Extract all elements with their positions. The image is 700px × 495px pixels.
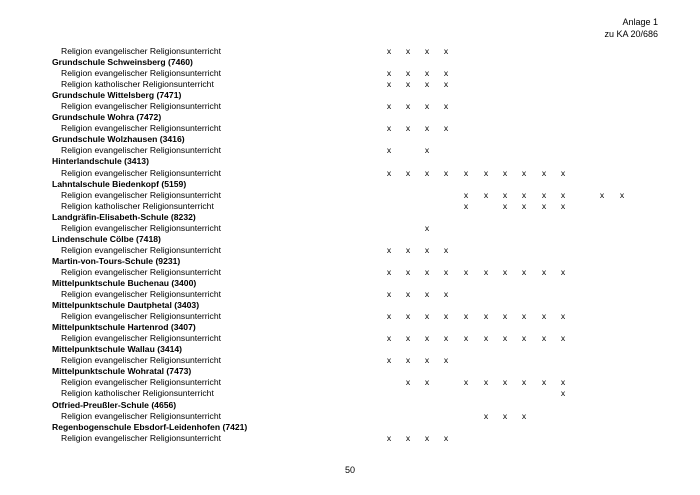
- subject-label: Religion evangelischer Religionsunterricht: [61, 377, 222, 388]
- subject-row: [52, 266, 566, 278]
- subject-label: Religion evangelischer Religionsunterricht: [61, 101, 222, 112]
- school-heading: [52, 400, 247, 411]
- offer-mark: x: [502, 189, 508, 200]
- offer-mark: x: [483, 167, 489, 178]
- offer-mark: x: [424, 123, 430, 134]
- offer-mark: x: [405, 377, 411, 388]
- offer-mark: x: [463, 333, 469, 344]
- offer-mark: x: [521, 200, 527, 211]
- school-name: Lahntalschule Biedenkopf (5159): [52, 178, 187, 189]
- school-name: Martin-von-Tours-Schule (9231): [52, 255, 181, 266]
- offer-mark: x: [405, 46, 411, 56]
- subject-label: Religion evangelischer Religionsunterricht: [61, 222, 222, 233]
- offer-mark: x: [502, 333, 508, 344]
- school-name: Mittelpunktschule Dautphetal (3403): [52, 300, 200, 311]
- offer-mark: x: [405, 101, 411, 112]
- school-heading: [52, 234, 247, 245]
- subject-row: [52, 68, 449, 79]
- offer-mark: x: [424, 68, 430, 79]
- offer-mark: x: [386, 432, 392, 443]
- offer-mark: x: [521, 189, 527, 200]
- school-heading: [52, 112, 247, 123]
- school-name: Regenbogenschule Ebsdorf-Leidenhofen (7421): [52, 421, 248, 432]
- school-name: Mittelpunktschule Hartenrod (3407): [52, 322, 196, 333]
- school-name: Grundschule Wittelsberg (7471): [52, 90, 182, 101]
- subject-row: [52, 101, 449, 112]
- offer-mark: x: [599, 189, 605, 200]
- offer-mark: x: [560, 200, 566, 211]
- offer-mark: x: [443, 355, 449, 366]
- offer-mark: x: [424, 289, 430, 300]
- subject-label: Religion evangelischer Religionsunterricht: [61, 333, 222, 344]
- offer-mark: x: [386, 145, 392, 156]
- offer-mark: x: [443, 68, 449, 79]
- offer-mark: x: [386, 289, 392, 300]
- offer-mark: x: [521, 377, 527, 388]
- offer-mark: x: [386, 266, 392, 277]
- offer-mark: x: [560, 189, 566, 200]
- offer-mark: x: [405, 333, 411, 344]
- offer-mark: x: [386, 79, 392, 90]
- offer-mark: x: [386, 123, 392, 134]
- offer-mark: x: [521, 333, 527, 344]
- offer-mark: x: [502, 410, 508, 421]
- offer-mark: x: [463, 200, 469, 211]
- offer-mark: x: [424, 333, 430, 344]
- subject-label: Religion evangelischer Religionsunterricht: [61, 355, 222, 366]
- subject-label: Religion evangelischer Religionsunterricht: [61, 410, 222, 421]
- offer-mark: x: [386, 68, 392, 79]
- offer-mark: x: [424, 101, 430, 112]
- offer-mark: x: [386, 46, 392, 56]
- school-heading: [52, 90, 247, 101]
- offer-mark: x: [541, 189, 547, 200]
- school-name: Mittelpunktschule Wallau (3414): [52, 344, 183, 355]
- school-name: Mittelpunktschule Buchenau (3400): [52, 277, 197, 288]
- offer-mark: x: [424, 266, 430, 277]
- page-number: 50: [344, 465, 355, 475]
- offer-mark: x: [386, 311, 392, 322]
- offer-mark: x: [443, 311, 449, 322]
- offer-mark: x: [405, 289, 411, 300]
- offer-mark: x: [463, 311, 469, 322]
- subject-row: [52, 46, 449, 57]
- offer-mark: x: [386, 355, 392, 366]
- offer-mark: x: [405, 266, 411, 277]
- school-heading: [52, 256, 247, 267]
- offer-mark: x: [541, 266, 547, 277]
- subject-label: Religion evangelischer Religionsunterricht: [61, 123, 222, 134]
- subject-row: [52, 311, 566, 322]
- offer-mark: x: [405, 311, 411, 322]
- subject-label: Religion evangelischer Religionsunterricht: [61, 68, 222, 79]
- offer-mark: x: [443, 432, 449, 443]
- offer-mark: x: [405, 432, 411, 443]
- subject-label: Religion evangelischer Religionsunterricht: [61, 189, 222, 200]
- subject-label: Religion katholischer Religionsunterricht: [61, 388, 214, 399]
- offer-mark: x: [443, 244, 449, 255]
- subject-label: Religion katholischer Religionsunterricht: [61, 79, 214, 90]
- offer-mark: x: [541, 167, 547, 178]
- subject-label: Religion evangelischer Religionsunterricht: [61, 289, 222, 300]
- school-name: Grundschule Schweinsberg (7460): [52, 57, 193, 68]
- subject-row: [52, 189, 625, 201]
- subject-label: Religion evangelischer Religionsunterricht: [61, 145, 222, 156]
- offer-mark: x: [560, 311, 566, 322]
- offer-mark: x: [424, 79, 430, 90]
- offer-mark: x: [443, 333, 449, 344]
- offer-mark: x: [541, 377, 547, 388]
- offer-mark: x: [560, 333, 566, 344]
- offer-mark: x: [424, 46, 430, 56]
- offer-mark: x: [483, 410, 489, 421]
- subject-row: [52, 145, 430, 156]
- offer-mark: x: [405, 244, 411, 255]
- school-name: Grundschule Wolzhausen (3416): [52, 134, 185, 145]
- offer-mark: x: [443, 46, 449, 56]
- offer-mark: x: [502, 167, 508, 178]
- subject-label: Religion katholischer Religionsunterricht: [61, 200, 214, 211]
- reference-label: zu KA 20/686: [604, 28, 658, 39]
- subject-row: [52, 410, 527, 422]
- offer-mark: x: [443, 266, 449, 277]
- subject-label: Religion evangelischer Religionsunterricht: [61, 46, 222, 56]
- offer-mark: x: [521, 266, 527, 277]
- school-name: Lindenschule Cölbe (7418): [52, 233, 161, 244]
- subject-row: [52, 167, 566, 179]
- offer-mark: x: [521, 410, 527, 421]
- annex-label: Anlage 1: [622, 17, 658, 27]
- offer-mark: x: [483, 377, 489, 388]
- offer-mark: x: [424, 222, 430, 233]
- subject-row: [52, 79, 449, 90]
- offer-mark: x: [502, 200, 508, 211]
- offer-mark: x: [483, 266, 489, 277]
- offer-mark: x: [405, 79, 411, 90]
- school-heading: [52, 278, 247, 289]
- offer-mark: x: [560, 377, 566, 388]
- school-heading: [52, 212, 247, 223]
- subject-label: Religion evangelischer Religionsunterricht: [61, 167, 222, 178]
- subject-label: Religion evangelischer Religionsunterricht: [61, 311, 222, 322]
- subject-label: Religion evangelischer Religionsunterricht: [61, 266, 222, 277]
- offer-mark: x: [405, 68, 411, 79]
- offer-mark: x: [560, 388, 566, 399]
- subject-row: [52, 377, 566, 388]
- school-heading: [52, 134, 247, 145]
- subject-row: [52, 432, 449, 444]
- school-name: Hinterlandschule (3413): [52, 156, 149, 167]
- offer-mark: x: [502, 311, 508, 322]
- offer-mark: x: [483, 333, 489, 344]
- school-name: Landgräfin-Elisabeth-Schule (8232): [52, 211, 196, 222]
- school-heading: [52, 322, 247, 333]
- school-heading: [52, 156, 247, 167]
- offer-mark: x: [463, 189, 469, 200]
- school-heading: [52, 57, 247, 68]
- offer-mark: x: [424, 167, 430, 178]
- offer-mark: x: [483, 189, 489, 200]
- school-heading: [52, 179, 247, 190]
- offer-mark: x: [541, 200, 547, 211]
- offer-mark: x: [541, 311, 547, 322]
- offer-mark: x: [405, 123, 411, 134]
- subject-label: Religion evangelischer Religionsunterricht: [61, 432, 222, 443]
- school-name: Otfried-Preußler-Schule (4656): [52, 399, 177, 410]
- offer-mark: x: [560, 167, 566, 178]
- offer-mark: x: [424, 377, 430, 388]
- offer-mark: x: [405, 355, 411, 366]
- offer-mark: x: [386, 333, 392, 344]
- offer-mark: x: [483, 311, 489, 322]
- offer-mark: x: [405, 167, 411, 178]
- offer-mark: x: [560, 266, 566, 277]
- offer-mark: x: [463, 167, 469, 178]
- subject-row: [52, 333, 566, 344]
- offer-mark: x: [386, 244, 392, 255]
- subject-row: [52, 289, 449, 300]
- offer-mark: x: [424, 355, 430, 366]
- school-heading: [52, 422, 247, 433]
- annex-header: [604, 17, 658, 40]
- subject-row: [52, 388, 566, 399]
- subject-row: [52, 244, 449, 256]
- offer-mark: x: [502, 377, 508, 388]
- offer-mark: x: [443, 79, 449, 90]
- offer-mark: x: [424, 432, 430, 443]
- offer-mark: x: [463, 377, 469, 388]
- school-subject-table: [52, 46, 625, 444]
- offer-mark: x: [443, 167, 449, 178]
- offer-mark: x: [502, 266, 508, 277]
- school-name: Mittelpunktschule Wohratal (7473): [52, 366, 192, 377]
- offer-mark: x: [386, 167, 392, 178]
- offer-mark: x: [619, 189, 625, 200]
- school-name: Grundschule Wohra (7472): [52, 112, 162, 123]
- offer-mark: x: [541, 333, 547, 344]
- school-heading: [52, 344, 247, 355]
- offer-mark: x: [521, 311, 527, 322]
- school-heading: [52, 366, 247, 377]
- school-heading: [52, 300, 247, 311]
- subject-label: Religion evangelischer Religionsunterricht: [61, 244, 222, 255]
- offer-mark: x: [424, 244, 430, 255]
- offer-mark: x: [443, 101, 449, 112]
- subject-row: [52, 200, 566, 212]
- subject-row: [52, 222, 430, 234]
- offer-mark: x: [424, 145, 430, 156]
- offer-mark: x: [424, 311, 430, 322]
- offer-mark: x: [463, 266, 469, 277]
- offer-mark: x: [443, 289, 449, 300]
- subject-row: [52, 355, 449, 366]
- offer-mark: x: [443, 123, 449, 134]
- offer-mark: x: [386, 101, 392, 112]
- offer-mark: x: [521, 167, 527, 178]
- subject-row: [52, 123, 449, 134]
